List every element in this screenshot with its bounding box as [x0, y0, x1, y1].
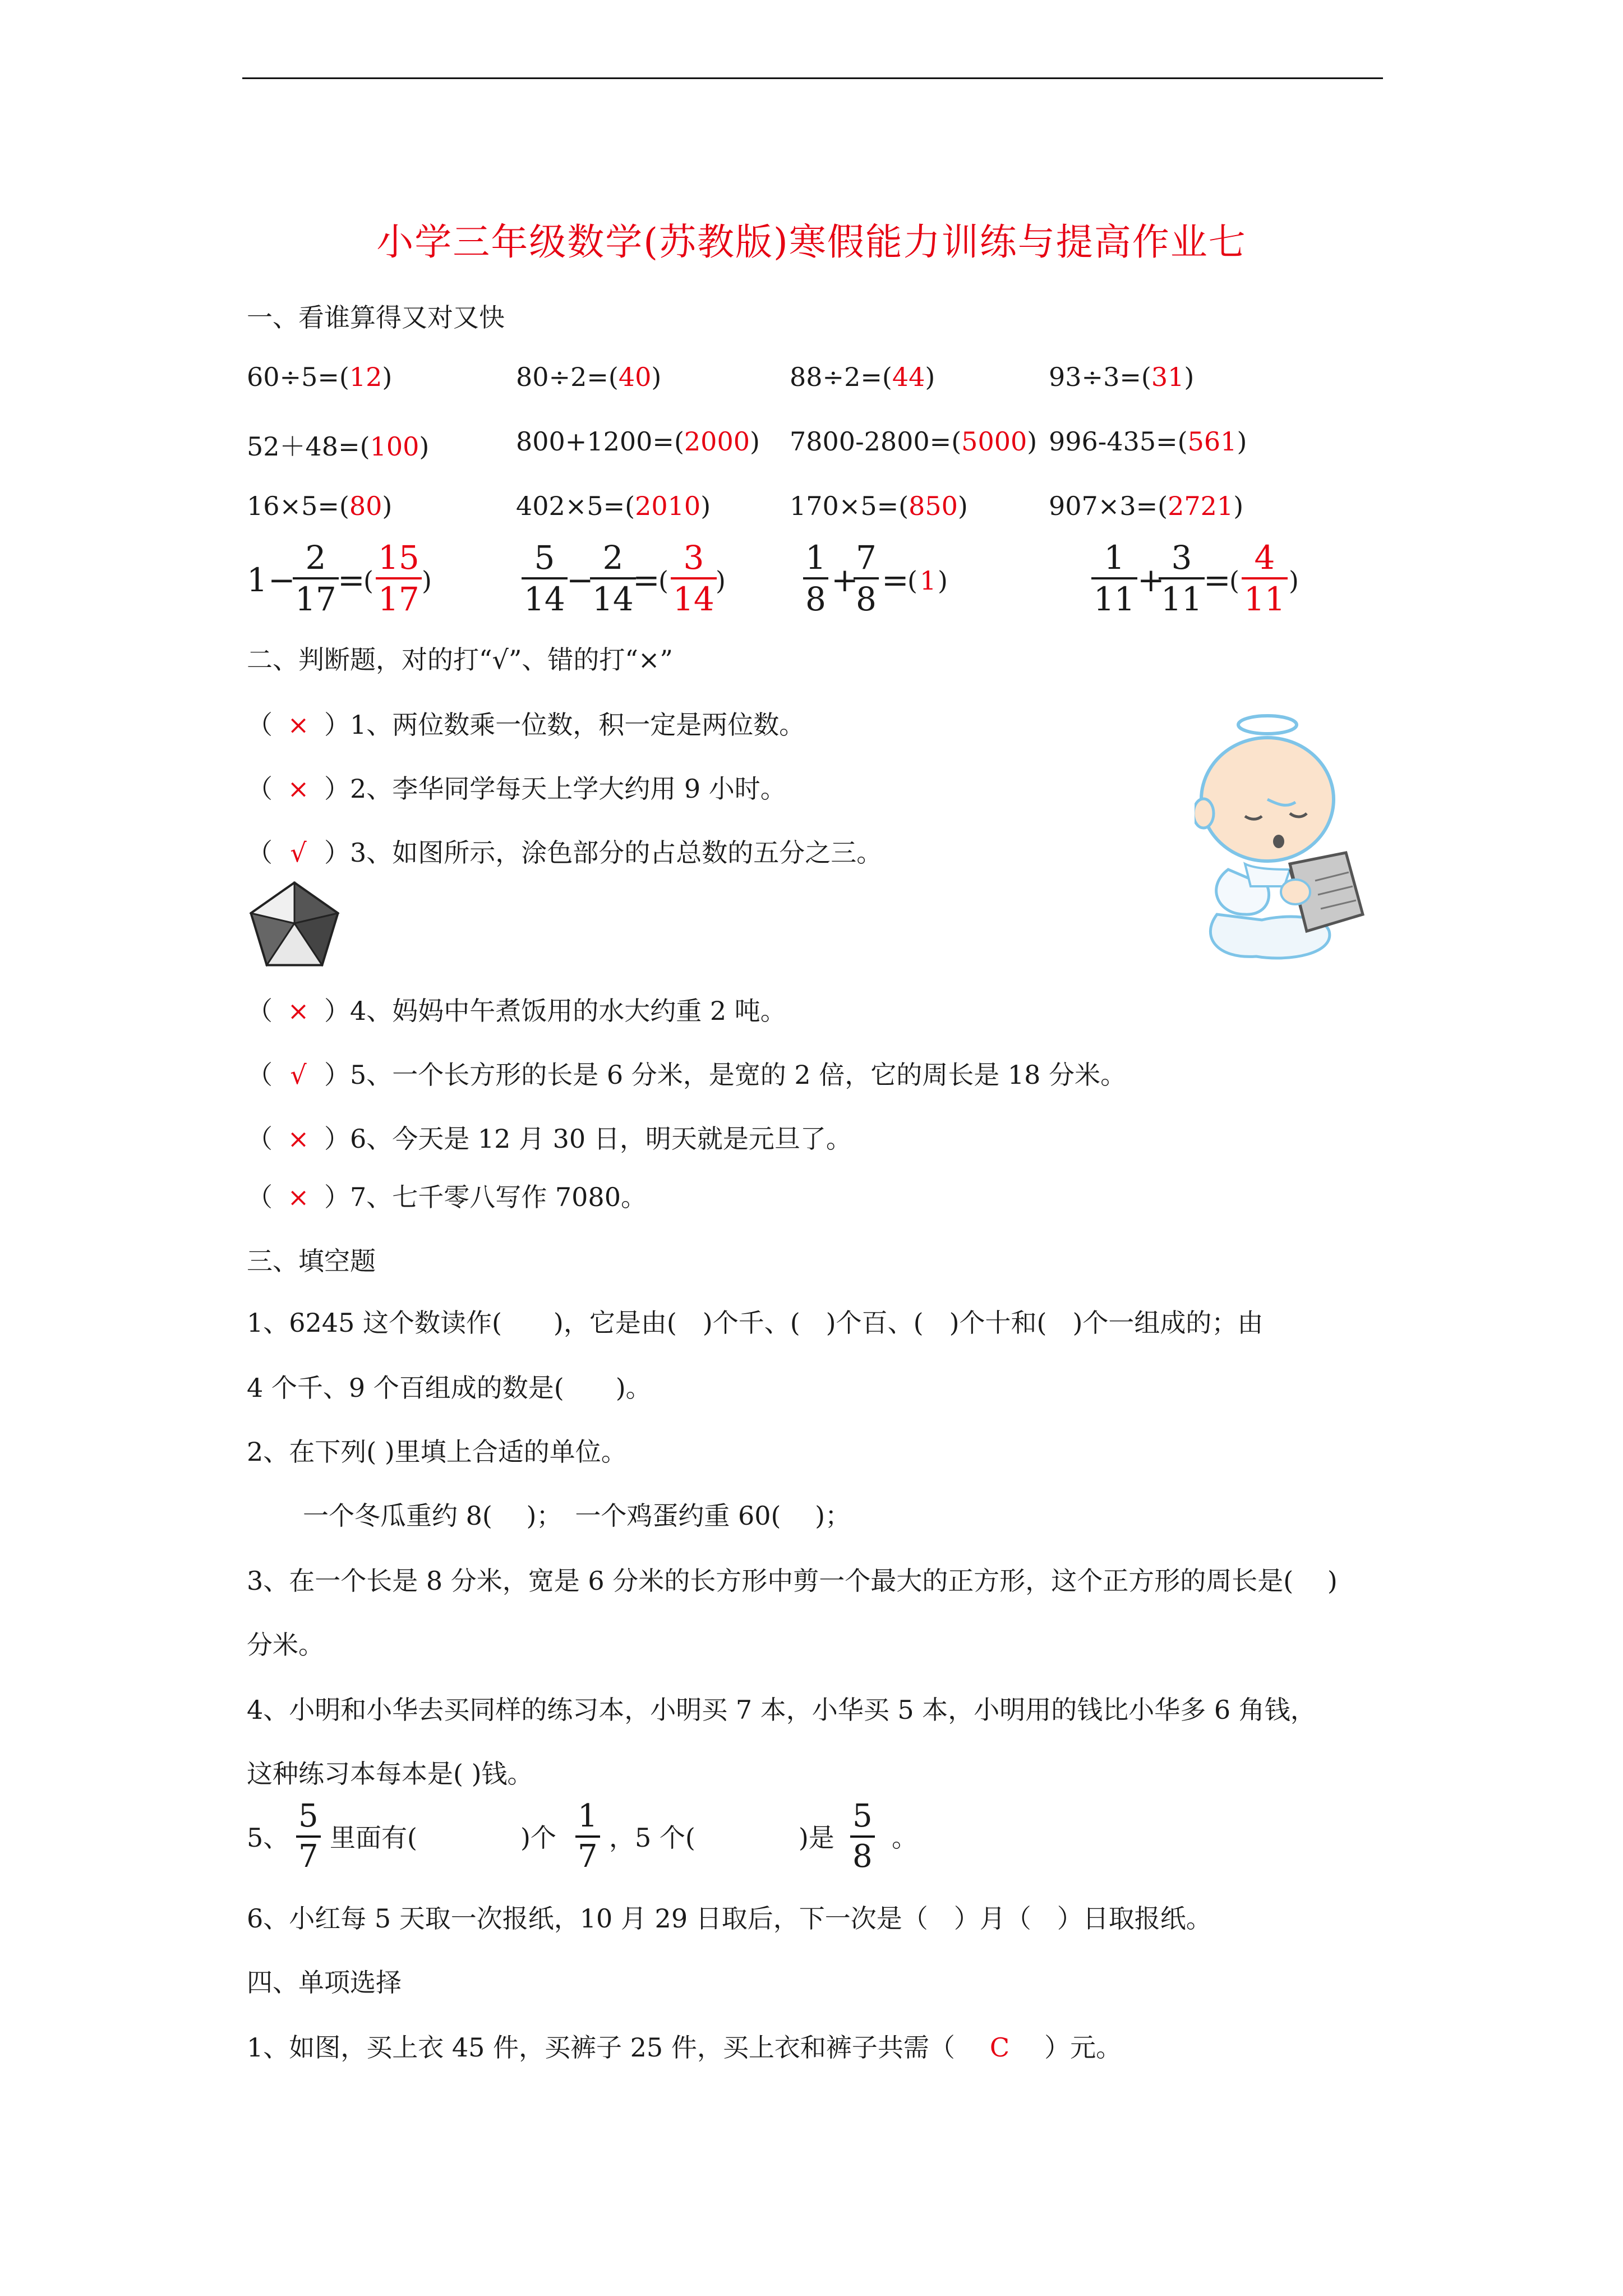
judge-item: [247, 705, 805, 742]
calc-expression: 16×5=(: [247, 491, 349, 521]
judge-open-paren: （: [247, 838, 273, 868]
frac4-a: $\frac{1}{11}$: [1091, 541, 1137, 615]
judge-mark: ×: [287, 1124, 310, 1154]
calc-item: [1049, 426, 1247, 457]
judge-mark: ×: [287, 774, 310, 804]
calc-expression: 80÷2=(: [516, 362, 619, 392]
fill-q4-line2: 这种练习本每本是( )钱。: [247, 1759, 533, 1789]
calc-close-paren: ): [382, 362, 393, 392]
judge-close-paren: ）: [324, 1182, 350, 1212]
calc-answer: 2721: [1168, 491, 1234, 521]
fill-q5-lead: 5、: [247, 1823, 289, 1853]
frac4-b: $\frac{3}{11}$: [1159, 541, 1205, 615]
calc-answer: 2000: [684, 426, 750, 457]
frac1-open: (: [363, 565, 374, 596]
calc-answer: 31: [1151, 362, 1184, 392]
frac1-op: −: [268, 561, 296, 599]
calc-close-paren: ): [1184, 362, 1195, 392]
fill-q3-line1: 3、在一个长是 8 分米，宽是 6 分米的长方形中剪一个最大的正方形，这个正方形的周长是( ): [247, 1566, 1338, 1596]
fill-q5-mid1: 里面有( )个: [330, 1823, 556, 1853]
judge-open-paren: （: [247, 996, 273, 1026]
judge-open-paren: （: [247, 710, 273, 740]
calc-close-paren: ): [957, 491, 968, 521]
frac2-eq: =: [633, 561, 660, 599]
calc-expression: 7800-2800=(: [790, 426, 962, 457]
fill-q5-frac-c: $\frac{5}{8}$: [850, 1801, 875, 1872]
top-rule: [242, 77, 1383, 79]
section-4-heading: 四、单项选择: [247, 1967, 402, 1998]
calc-item: [516, 426, 760, 457]
frac1-a: $\frac{2}{17}$: [293, 541, 339, 615]
fill-q5-frac-b: $\frac{1}{7}$: [575, 1801, 600, 1872]
judge-close-paren: ）: [324, 838, 350, 868]
calc-answer: 2010: [635, 491, 701, 521]
judge-close-paren: ）: [324, 996, 350, 1026]
frac2-a: $\frac{5}{14}$: [522, 541, 568, 615]
calc-close-paren: ): [700, 491, 711, 521]
calc-close-paren: ): [1237, 426, 1247, 457]
calc-close-paren: ): [382, 491, 393, 521]
frac2-b: $\frac{2}{14}$: [590, 541, 636, 615]
frac4-open: (: [1229, 565, 1239, 596]
judge-statement: 1、两位数乘一位数，积一定是两位数。: [350, 710, 805, 740]
frac2-close: ): [716, 565, 726, 596]
judge-mark: √: [290, 1060, 307, 1090]
judge-mark: ×: [287, 1182, 310, 1212]
section-1-heading: 一、看谁算得又对又快: [247, 302, 505, 333]
fill-q1-line1: 1、6245 这个数读作( )，它是由( )个千、( )个百、( )个十和( )个一组成的；由: [247, 1308, 1264, 1338]
judge-item: [247, 1119, 852, 1156]
judge-mark: ×: [287, 996, 310, 1026]
calc-expression: 93÷3=(: [1049, 362, 1151, 392]
judge-open-paren: （: [247, 774, 273, 804]
choice-q1-text: 1、如图，买上衣 45 件，买裤子 25 件，买上衣和裤子共需（: [247, 2032, 955, 2063]
calc-item: [1049, 362, 1194, 392]
calc-item: [516, 491, 711, 521]
judge-item: [247, 1055, 1126, 1092]
calc-answer: 44: [892, 362, 925, 392]
calc-item: [247, 362, 392, 392]
judge-item: [247, 1177, 647, 1214]
calc-close-paren: ): [1233, 491, 1244, 521]
calc-close-paren: ): [1027, 426, 1038, 457]
calc-item: [790, 491, 968, 521]
judge-open-paren: （: [247, 1124, 273, 1154]
choice-q1-answer: C: [989, 2032, 1010, 2063]
judge-close-paren: ）: [324, 1060, 350, 1090]
calc-expression: 800+1200=(: [516, 426, 684, 457]
calc-expression: 996-435=(: [1049, 426, 1188, 457]
fill-q5-frac-a: $\frac{5}{7}$: [296, 1801, 321, 1872]
calc-close-paren: ): [419, 431, 430, 462]
section-2-heading: 二、判断题，对的打“√”、错的打“×”: [247, 645, 673, 675]
calc-answer: 561: [1187, 426, 1237, 457]
calc-item: [247, 426, 429, 463]
frac2-answer: $\frac{3}{14}$: [671, 541, 717, 615]
frac1-close: ): [422, 565, 432, 596]
calc-answer: 12: [349, 362, 382, 392]
judge-close-paren: ）: [324, 1124, 350, 1154]
judge-item: [247, 832, 882, 869]
calc-expression: 170×5=(: [790, 491, 909, 521]
judge-statement: 3、如图所示，涂色部分的占总数的五分之三。: [350, 838, 883, 868]
judge-statement: 4、妈妈中午煮饭用的水大约重 2 吨。: [350, 996, 786, 1026]
judge-item: [247, 991, 786, 1028]
calc-expression: 52＋48=(: [247, 431, 370, 462]
section-3-heading: 三、填空题: [247, 1246, 376, 1276]
calc-close-paren: ): [749, 426, 760, 457]
judge-statement: 5、一个长方形的长是 6 分米，是宽的 2 倍，它的周长是 18 分米。: [350, 1060, 1127, 1090]
fill-q2: 2、在下列( )里填上合适的单位。: [247, 1437, 627, 1467]
frac3-close: ): [938, 565, 948, 596]
calc-answer: 5000: [961, 426, 1027, 457]
calc-item: [247, 491, 392, 521]
choice-q1: [247, 2027, 1122, 2064]
judge-close-paren: ）: [324, 774, 350, 804]
calc-answer: 40: [618, 362, 652, 392]
choice-q1-tail: ）元。: [1044, 2032, 1122, 2063]
pentagon-figure: [247, 880, 342, 969]
calc-item: [790, 426, 1037, 457]
fill-q4-line1: 4、小明和小华去买同样的练习本，小明买 7 本，小华买 5 本，小明用的钱比小华多 6 角钱，: [247, 1695, 1316, 1725]
frac1-eq: =: [338, 561, 365, 599]
calc-expression: 907×3=(: [1049, 491, 1168, 521]
judge-open-paren: （: [247, 1060, 273, 1090]
judge-statement: 7、七千零八写作 7080。: [350, 1182, 647, 1212]
judge-close-paren: ）: [324, 710, 350, 740]
frac3-eq: =: [882, 561, 909, 599]
frac1-lead: 1: [247, 561, 268, 599]
fill-q2-items: 一个冬瓜重约 8( )； 一个鸡蛋约重 60( )；: [303, 1501, 851, 1531]
fill-q5-mid2: ，5 个( )是: [609, 1823, 834, 1853]
calc-answer: 850: [909, 491, 958, 521]
calc-item: [516, 362, 661, 392]
frac3-answer: 1: [920, 565, 937, 596]
frac3-open: (: [907, 565, 917, 596]
fill-q5-end: 。: [892, 1823, 917, 1853]
calc-item: [1049, 491, 1243, 521]
page-title: 小学三年级数学(苏教版)寒假能力训练与提高作业七: [376, 220, 1247, 264]
calc-expression: 88÷2=(: [790, 362, 892, 392]
judge-open-paren: （: [247, 1182, 273, 1212]
frac4-answer: $\frac{4}{11}$: [1242, 541, 1288, 615]
frac2-op: −: [566, 561, 594, 599]
frac4-op: +: [1137, 561, 1165, 599]
baby-angel-illustration: [1195, 701, 1380, 965]
frac3-a: $\frac{1}{8}$: [803, 541, 828, 615]
fill-q3-line2: 分米。: [247, 1630, 324, 1660]
frac3-b: $\frac{7}{8}$: [854, 541, 879, 615]
frac4-close: ): [1289, 565, 1299, 596]
judge-mark: √: [290, 838, 307, 868]
calc-answer: 100: [370, 431, 419, 462]
calc-answer: 80: [349, 491, 382, 521]
judge-mark: ×: [287, 710, 310, 740]
calc-close-paren: ): [925, 362, 935, 392]
calc-expression: 60÷5=(: [247, 362, 349, 392]
calc-item: [790, 362, 935, 392]
calc-expression: 402×5=(: [516, 491, 635, 521]
frac1-answer: $\frac{15}{17}$: [376, 541, 422, 615]
fill-q6: 6、小红每 5 天取一次报纸，10 月 29 日取后，下一次是（ ）月（ ）日取报纸。: [247, 1903, 1212, 1934]
calc-close-paren: ): [651, 362, 662, 392]
frac3-op: +: [831, 561, 859, 599]
judge-statement: 2、李华同学每天上学大约用 9 小时。: [350, 774, 786, 804]
judge-item: [247, 769, 786, 806]
fill-q1-line2: 4 个千、9 个百组成的数是( )。: [247, 1373, 652, 1403]
judge-statement: 6、今天是 12 月 30 日，明天就是元旦了。: [350, 1124, 852, 1154]
frac4-eq: =: [1204, 561, 1231, 599]
frac2-open: (: [658, 565, 668, 596]
